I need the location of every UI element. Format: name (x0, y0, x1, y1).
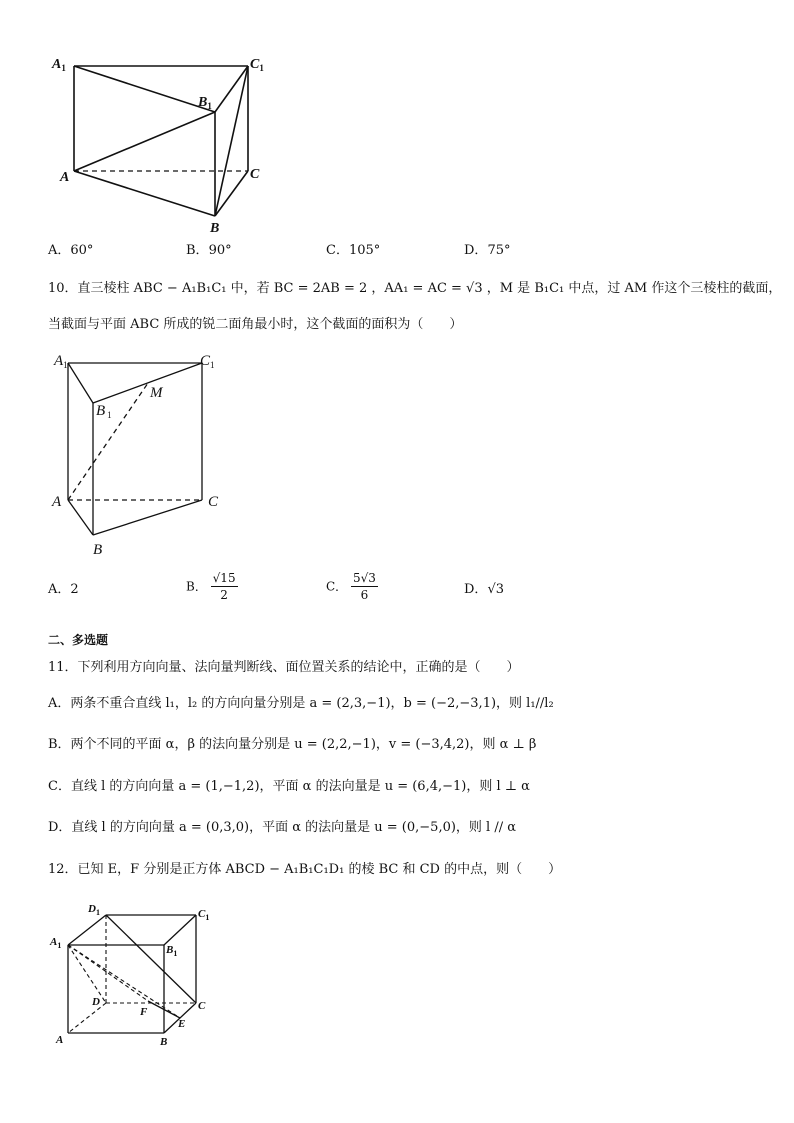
q11-option-a: A．两条不重合直线 l₁，l₂ 的方向向量分别是 a = (2,3,−1)，b = (−2,−3,1)，则 l₁//l₂ (48, 696, 554, 711)
q9-prism-figure (40, 48, 280, 238)
q12-stem: 12．已知 E，F 分别是正方体 ABCD − A₁B₁C₁D₁ 的棱 BC 和 CD 的中点，则（ ） (48, 862, 562, 877)
q12-label-B: B (160, 1036, 168, 1048)
q12-label-D: D (92, 996, 100, 1008)
q11-option-b: B．两个不同的平面 α，β 的法向量分别是 u = (2,2,−1)，v = (−3,4,2)，则 α ⊥ β (48, 737, 537, 752)
q9-label-B: B (210, 221, 220, 236)
q9-option-d: D．75° (464, 243, 511, 258)
q12-label-B1: B (166, 944, 174, 956)
q12-label-D1: D (88, 903, 96, 915)
svg-text:A1: $A_1$ (50, 936, 62, 950)
q10-label-M: M (150, 385, 163, 401)
q10-label-B: B (93, 542, 103, 558)
q9-option-c: C．105° (326, 243, 381, 258)
q9-label-A1: A (52, 57, 62, 72)
svg-text:B1: $B_1$ (166, 944, 178, 958)
svg-text:A1: $A_1$ (54, 353, 68, 370)
q11-option-c: C．直线 l 的方向向量 a = (1,−1,2)，平面 α 的法向量是 u = (6,4,−1)，则 l ⊥ α (48, 779, 530, 794)
svg-text:A1: $A_1$ (52, 57, 66, 73)
q10-option-d: D．√3 (464, 582, 504, 597)
svg-text:C1: $C_1$ (198, 908, 210, 922)
q10-label-C: C (208, 494, 219, 510)
q11-option-d: D．直线 l 的方向向量 a = (0,3,0)，平面 α 的法向量是 u = (0,−5,0)，则 l // α (48, 820, 517, 835)
svg-text:C1: $C_1$ (200, 353, 215, 370)
q10-label-C1: C (200, 353, 211, 369)
q12-label-C: C (198, 1000, 206, 1012)
q12-label-A1: A (50, 936, 58, 948)
q12-label-C1: C (198, 908, 206, 920)
q12-label-E: E (178, 1018, 186, 1030)
q10-stem-line2: 当截面与平面 ABC 所成的锐二面角最小时，这个截面的面积为（ ） (48, 317, 463, 332)
q12-label-A: A (56, 1034, 64, 1046)
q11-stem: 11．下列利用方向向量、法向量判断线、面位置关系的结论中，正确的是（ ） (48, 660, 520, 675)
q10-option-c: C． $\frac{5√3}{6}$ (326, 571, 376, 602)
q10-label-A: A (52, 494, 62, 510)
q9-option-b: B．90° (186, 243, 232, 258)
q9-label-C1: C (250, 57, 260, 72)
svg-text:D1: $D_1$ (88, 903, 100, 917)
q12-label-F: F (140, 1006, 148, 1018)
q9-label-C: C (250, 167, 260, 182)
q10-option-b: B． $\frac{√15}{2}$ (186, 571, 236, 602)
svg-text:B1: $B_1$ (198, 95, 212, 111)
q10-stem-line1: 10．直三棱柱 ABC − A₁B₁C₁ 中，若 BC = 2AB = 2 ，AA₁ = AC = √3 ，M 是 B₁C₁ 中点，过 AM 作这个三棱柱的截面， (48, 281, 782, 296)
q9-option-a: A．60° (48, 243, 94, 258)
q10-option-a: A．2 (48, 582, 79, 597)
q12-cube-figure (40, 895, 230, 1055)
q9-label-B1: B (198, 95, 208, 110)
q10-label-B1: B (96, 403, 106, 419)
q10-prism-figure (40, 345, 240, 560)
q9-label-A: A (60, 170, 70, 185)
svg-text:B1: B $_1$ (96, 403, 112, 420)
svg-text:C1: $C_1$ (250, 57, 264, 73)
section-heading-multi: 二、多选题 (48, 633, 109, 647)
q10-label-A1: A (54, 353, 64, 369)
